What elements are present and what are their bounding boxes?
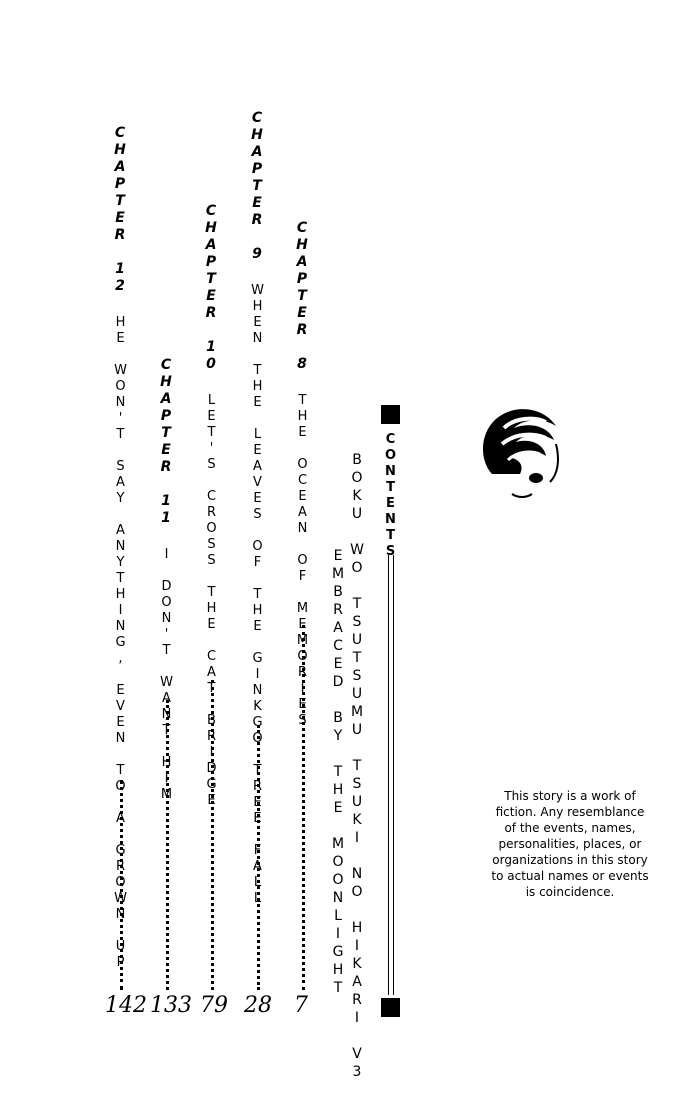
chapter-number: CHAPTER 10: [203, 203, 219, 373]
chapter-number: CHAPTER 8: [294, 220, 310, 373]
dot-leader: [257, 725, 260, 990]
english-title: EMBRACED BY THE MOONLIGHT: [330, 548, 346, 998]
dot-leader: [302, 625, 305, 990]
contents-heading: CONTENTS: [383, 432, 398, 560]
japanese-title: BOKU WO TSUTSUMU TSUKI NO HIKARI V3: [349, 452, 365, 1082]
page-number: 28: [244, 993, 272, 1018]
chapter-title: LET'S CROSS THE CAT BRIDGE: [204, 393, 219, 809]
chapter-number: CHAPTER 12: [112, 125, 128, 295]
dot-leader: [211, 680, 214, 990]
publisher-logo: [474, 404, 564, 508]
page-number: 7: [294, 993, 308, 1018]
page-number: 79: [200, 993, 228, 1018]
contents-bottom-square: [381, 998, 400, 1017]
chapter-title: I DON'T WANT HIM: [159, 547, 174, 803]
contents-double-rule: [388, 555, 394, 995]
page-number: 142: [105, 993, 147, 1018]
chapter-title: THE OCEAN OF MEMORIES: [295, 393, 310, 729]
dot-leader: [166, 700, 169, 990]
contents-top-square: [381, 405, 400, 424]
chapter-title: WHEN THE LEAVES OF THE GINKGO TREE FALL: [250, 283, 265, 907]
chapter-number: CHAPTER 9: [249, 110, 265, 263]
chapter-title: HE WON'T SAY ANYTHING, EVEN TO A GROWN UP: [113, 315, 128, 971]
dot-leader: [120, 780, 123, 990]
chapter-number: CHAPTER 11: [158, 357, 174, 527]
disclaimer-text: This story is a work of fiction. Any resemblance of the events, names, personalities, places, or organizations in this story to actual names or events is coincidence.: [491, 789, 649, 899]
page-number: 133: [150, 993, 192, 1018]
